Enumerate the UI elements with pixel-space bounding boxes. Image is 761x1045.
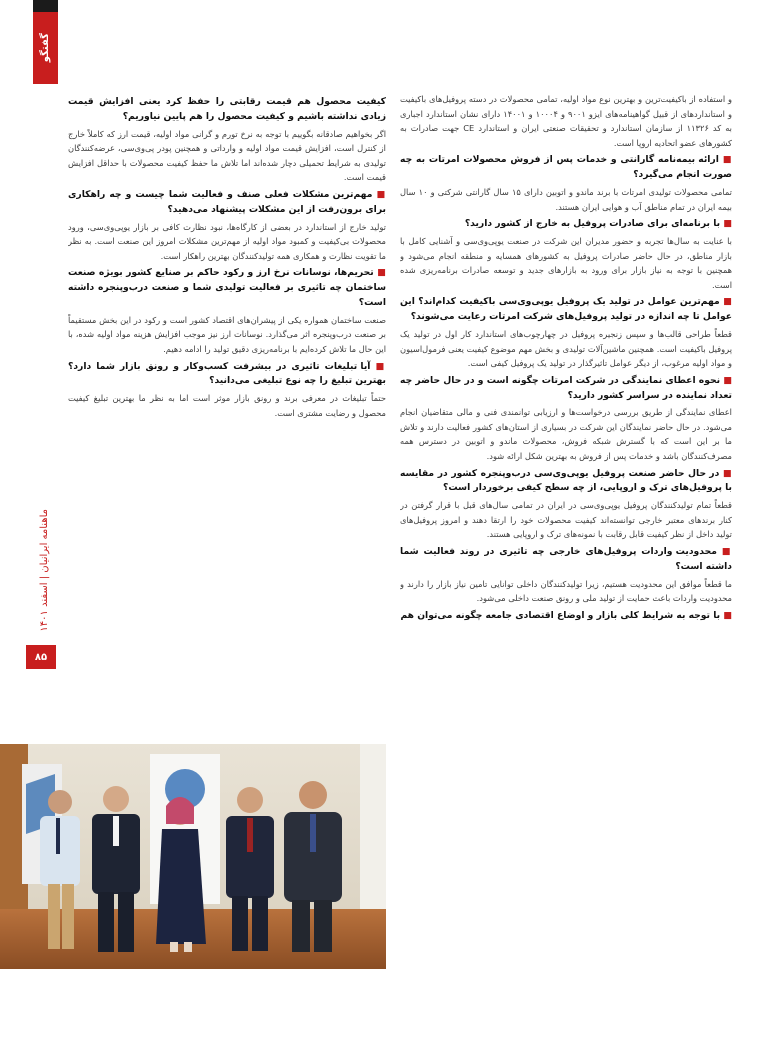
red-bullet-icon: ■ bbox=[720, 609, 732, 621]
question-heading: ■ نحوه اعطای نمایندگی در شرکت امرتات چگونه است و در حال حاضر چه تعداد نماینده در سراسر کشور دارید؟ bbox=[400, 374, 732, 401]
question-heading: ■ تحریم‌ها، نوسانات نرخ ارز و رکود حاکم بر صنایع کشور بویژه صنعت ساختمان چه تاثیری بر فعالیت تولیدی شما و صنعت درب‌وپنجره داشته است؟ bbox=[68, 267, 386, 308]
answer-paragraph: تمامی محصولات تولیدی امرتات با برند ماندو و اتوبین دارای ۱۵ سال گارانتی شرکتی و ۱۰ سال بیمه ایران در تمام مناطق آب و هوایی ایران هستند. bbox=[400, 186, 732, 212]
question-heading: ■ با برنامه‌ای برای صادرات پروفیل به خارج از کشور دارید؟ bbox=[464, 218, 732, 230]
red-bullet-icon: ■ bbox=[720, 218, 732, 230]
answer-paragraph: ما قطعاً موافق این محدودیت هستیم، زیرا تولیدکنندگان داخلی توانایی تامین نیاز بازار را دارند و محدودیت واردات باعث حمایت از تولید ملی و رونق صنعت داخلی می‌شود. bbox=[400, 578, 732, 604]
page-number: ۸۵ bbox=[26, 645, 56, 669]
question-heading: ■ ارائه بیمه‌نامه گارانتی و خدمات پس از فروش محصولات امرتات به چه صورت انجام می‌گیرد؟ bbox=[400, 154, 732, 181]
answer-paragraph: اعطای نمایندگی از طریق بررسی درخواست‌ها و ارزیابی توانمندی فنی و مالی متقاضیان انجام می‌شود. در حال حاضر نمایندگان این شرکت در بسیاری از استان‌های کشور فعالیت دارند و تلاش ما بر این است که با گسترش شبکه فروش، محصولات ماندو و اتوبین در دسترس همه مصرف‌کنندگان باشد و خدمات پس از فروش به بهترین شکل ارائه شود. bbox=[400, 407, 732, 462]
answer-paragraph: با عنایت به سال‌ها تجربه و حضور مدیران این شرکت در صنعت یوپی‌وی‌سی و آشنایی کامل با بازار مناطق، در حال حاضر صادرات پروفیل به کشورهای همسایه و منطقه انجام می‌شود و همچنین با توجه به نیاز بازار برای ورود به بازارهای جدید و توسعه صادرات برنامه‌ریزی شده است. bbox=[400, 235, 732, 290]
section-tab-top bbox=[33, 0, 58, 12]
question-heading: ■ آیا تبلیغات تاثیری در بیشرفت کسب‌وکار و رونق بازار شما دارد؟ بهترین تبلیغ را چه نوع تبلیغی می‌دانید؟ bbox=[68, 360, 386, 387]
question-heading: ■ محدودیت واردات پروفیل‌های خارجی چه تاثیری در روند فعالیت شما داشته است؟ bbox=[400, 546, 732, 572]
answer-paragraph: اگر بخواهیم صادقانه بگوییم با توجه به نرخ تورم و گرانی مواد اولیه، قیمت ارز که کاملاً خارج از کنترل است، افزایش قیمت مواد اولیه و وارداتی و همچنین پودر پی‌وی‌سی، عرضه‌کنندگان تولیدی به شرایط تحمیلی دچار شده‌اند اما تلاش ما حفظ کیفیت محصولات با حداقل افزایش قیمت است. bbox=[68, 128, 386, 183]
intro-paragraph: و استفاده از باکیفیت‌ترین و بهترین نوع مواد اولیه، تمامی محصولات در دسته پروفیل‌های باکیفیت و استانداردهای از قبیل گواهینامه‌های ایزو ۹۰۰۱ و ۱۰۰۰۴ و ۱۴۰۰۱ دارای نشان استاندارد اجباری به کد ۱۱۳۲۶ از سازمان استاندارد و تحقیقات صنعتی ایران و استاندارد CE جهت صادرات به کشورهای عضو اتحادیه اروپا است. bbox=[400, 94, 732, 148]
group-photo bbox=[0, 744, 386, 969]
answer-paragraph: قطعاً تمام تولیدکنندگان پروفیل یوپی‌وی‌سی در ایران در تمامی سال‌های قبل با قرار گرفتن در کنار برندهای معتبر خارجی توانسته‌اند کیفیت محصولات خود را ارتقا دهند و امروز پروفیل‌های تولید داخل از نظر کیفیت قابل رقابت با نمونه‌های ترک و اروپایی هستند. bbox=[400, 500, 732, 540]
question-heading: ■ با توجه به شرایط کلی بازار و اوضاع اقتصادی جامعه چگونه می‌توان هم bbox=[400, 609, 732, 621]
question-heading: ■ مهم‌ترین مشکلات فعلی صنف و فعالیت شما چیست و چه راهکاری برای برون‌رفت از این مشکلات پیشنهاد می‌دهید؟ bbox=[68, 188, 386, 215]
red-bullet-icon: ■ bbox=[373, 267, 386, 279]
answer-paragraph: قطعاً طراحی قالب‌ها و سپس زنجیره پروفیل در چهارچوب‌های استاندارد کار اول در تولید یک پروفیل باکیفیت است. همچنین ماشین‌آلات تولیدی و بخش مهم موضوع کیفیت یعنی فرمول‌اسیون و مواد اولیه مرغوب، از دیگر عوامل تاثیرگذار در تولید یک پروفیل کیفی است. bbox=[400, 328, 732, 369]
red-bullet-icon: ■ bbox=[720, 374, 732, 386]
article-column-right bbox=[400, 92, 732, 972]
section-label: گفتگو bbox=[40, 33, 51, 63]
question-heading: ■ مهم‌ترین عوامل در تولید یک پروفیل یوپی‌وی‌سی باکیفیت کدام‌اند؟ این عوامل تا چه اندازه در تولید پروفیل‌های شرکت امرتات رعایت می‌شوند؟ bbox=[400, 296, 732, 323]
red-bullet-icon: ■ bbox=[719, 296, 732, 308]
red-bullet-icon: ■ bbox=[372, 188, 386, 200]
section-tab bbox=[33, 12, 58, 84]
answer-paragraph: تولید خارج از استاندارد در بعضی از کارگاه‌ها، نبود نظارت کافی بر بازار یوپی‌وی‌سی، ورود محصولات بی‌کیفیت و کمبود مواد اولیه از مهم‌ترین مشکلات امروز این صنعت است. به نظر ما تقویت نظارت و همکاری همه تولیدکنندگان بهترین راهکار است. bbox=[68, 221, 386, 261]
red-bullet-icon: ■ bbox=[718, 154, 732, 166]
article-column-left bbox=[68, 92, 386, 735]
question-heading: کیفیت محصول هم قیمت رقابتی را حفظ کرد یعنی افزایش قیمت زیادی نداشته باشیم و کیفیت محصول را هم پایین نیاوریم؟ bbox=[68, 96, 386, 122]
red-bullet-icon: ■ bbox=[719, 467, 732, 479]
red-bullet-icon: ■ bbox=[370, 360, 386, 372]
answer-paragraph: حتماً تبلیغات در معرفی برند و رونق بازار موثر است اما به نظر ما بهترین تبلیغ کیفیت محصول و رضایت مشتری است. bbox=[68, 393, 386, 418]
question-heading: ■ در حال حاضر صنعت پروفیل یوپی‌وی‌سی درب‌وپنجره کشور در مقایسه با پروفیل‌های ترک و اروپایی، از چه سطح کیفی برخوردار است؟ bbox=[400, 467, 732, 494]
magazine-issue-caption: ماهنامه ایرانیان | اسفند ۱۴۰۱ bbox=[38, 508, 50, 632]
answer-paragraph: صنعت ساختمان همواره یکی از پیشران‌های اقتصاد کشور است و رکود در این بخش مستقیماً بر صنعت درب‌وپنجره اثر می‌گذارد. نوسانات ارز نیز موجب افزایش هزینه مواد اولیه شده، با این حال ما تلاش کرده‌ایم با برنامه‌ریزی دقیق تولید را ادامه دهیم. bbox=[68, 314, 386, 354]
vertical-caption bbox=[33, 420, 55, 720]
red-bullet-icon: ■ bbox=[716, 546, 732, 558]
